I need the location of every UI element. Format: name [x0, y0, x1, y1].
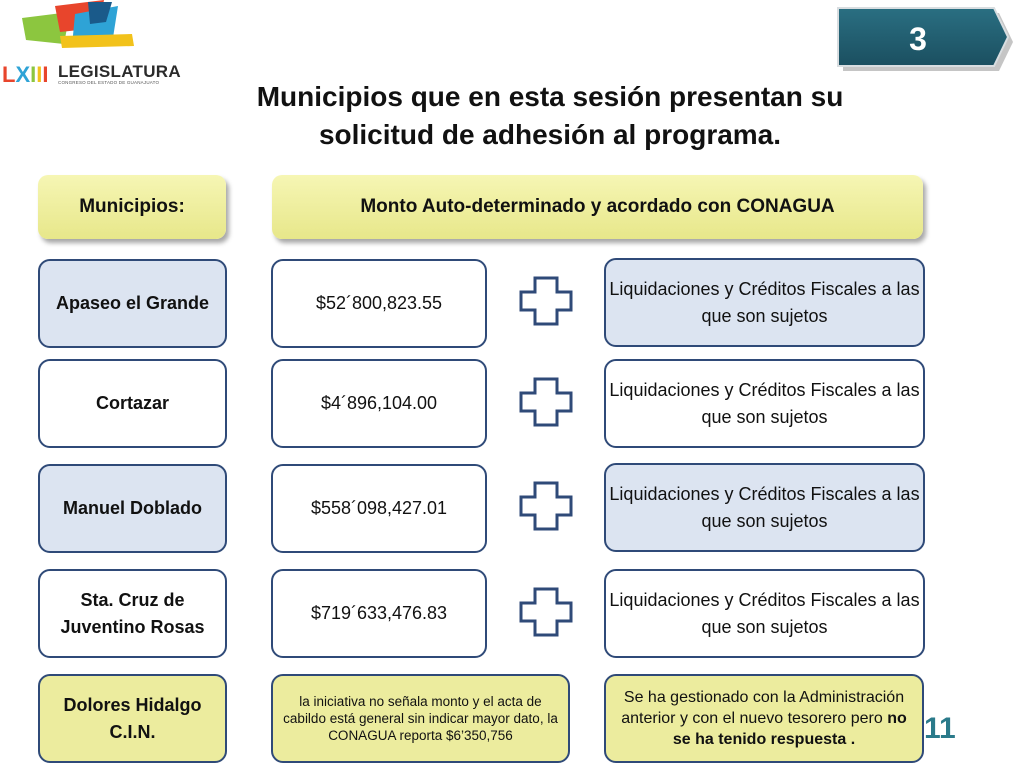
detalle-label: Liquidaciones y Créditos Fiscales a las que son sujetos — [609, 589, 920, 637]
municipio-label: Manuel Doblado — [63, 498, 202, 518]
monto-cell — [271, 464, 487, 553]
plus-icon — [519, 587, 573, 637]
plus-icon — [519, 377, 573, 427]
monto-cell — [271, 569, 487, 658]
plus-icon — [519, 481, 573, 531]
municipio-label: Apaseo el Grande — [55, 293, 210, 313]
monto-note: la iniciativa no señala monto y el acta de cabildo está general sin indicar mayor dato, la CONAGUA reporta $6’350,756 — [283, 694, 558, 743]
logo-title: LEGISLATURA — [58, 62, 181, 81]
detalle-cell — [604, 258, 925, 347]
monto-cell — [271, 359, 487, 448]
detalle-note-text: Se ha gestionado con la Administración anterior y con el nuevo tesorero pero — [621, 689, 905, 727]
detalle-label: Liquidaciones y Créditos Fiscales a las que son sujetos — [609, 379, 920, 427]
logo-subtitle: CONGRESO DEL ESTADO DE GUANAJUATO — [58, 80, 160, 85]
page-title: Municipios que en esta sesión presentan su solicitud de adhesión al programa. — [256, 81, 844, 150]
monto-note-cell — [271, 674, 570, 763]
detalle-note-emphasis: no se ha tenido respuesta . — [672, 710, 907, 748]
detalle-cell — [604, 463, 925, 552]
header-monto: Monto Auto-determinado y acordado con CONAGUA — [272, 175, 923, 239]
svg-text:LXIII: LXIII — [2, 62, 49, 87]
monto-label: $4´896,104.00 — [320, 393, 438, 413]
detalle-cell — [604, 569, 925, 658]
detalle-label: Liquidaciones y Créditos Fiscales a las que son sujetos — [609, 278, 920, 326]
municipio-cell — [38, 674, 227, 763]
detalle-label: Liquidaciones y Créditos Fiscales a las que son sujetos — [609, 483, 920, 531]
detalle-cell — [604, 359, 925, 448]
municipio-label: Dolores Hidalgo C.I.N. — [63, 694, 202, 742]
monto-label: $558´098,427.01 — [310, 498, 448, 518]
municipio-cell — [38, 569, 227, 658]
monto-label: $719´633,476.83 — [310, 603, 448, 623]
monto-cell — [271, 259, 487, 348]
detalle-note — [614, 687, 914, 750]
municipio-cell — [38, 359, 227, 448]
header-municipios: Municipios: — [38, 175, 226, 239]
municipio-label: Sta. Cruz de Juventino Rosas — [60, 589, 205, 637]
page-number: 11 — [924, 712, 956, 745]
municipio-cell — [38, 259, 227, 348]
plus-icon — [519, 276, 573, 326]
monto-label: $52´800,823.55 — [315, 293, 443, 313]
municipio-cell — [38, 464, 227, 553]
municipio-label: Cortazar — [95, 393, 170, 413]
slide-number: 3 — [909, 20, 927, 57]
detalle-note-cell — [604, 674, 924, 763]
